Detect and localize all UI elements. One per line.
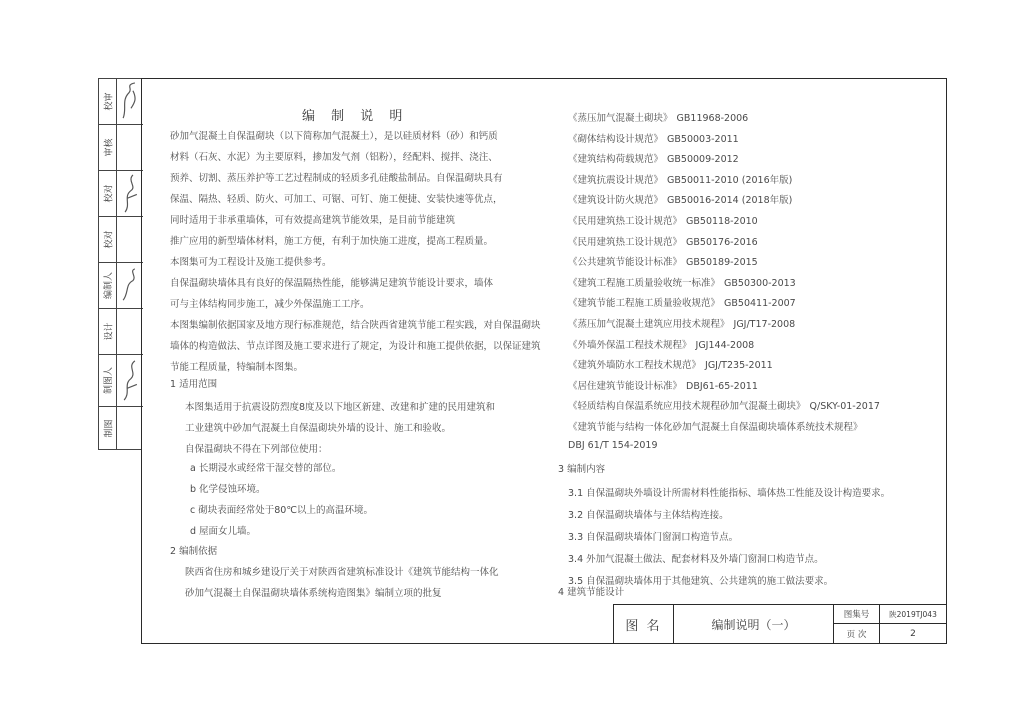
reference-code: GB50300-2013 [724,277,796,289]
reference-name: 《蒸压加气混凝土建筑应用技术规程》 [568,319,730,330]
reference-item [568,419,867,433]
section-1-list [190,458,373,542]
reference-name: 《砌体结构设计规范》 [568,133,664,145]
reference-item [568,110,748,124]
sidebar-label: 制图人 [104,366,115,395]
drawing-name-label: 图 名 [614,605,674,643]
reference-item [568,254,758,268]
list-item: 3.3 自保温砌块墙体门窗洞口构造节点。 [568,532,739,543]
reference-code: GB50009-2012 [667,154,739,166]
reference-item [568,192,792,206]
reference-name: 《建筑节能工程施工质量验收规范》 [568,298,721,310]
reference-name: 《蒸压加气混凝土砌块》 [568,113,673,124]
reference-name: 《建筑外墙防水工程技术规范》 [568,360,702,372]
section-3-title: 3 编制内容 [558,464,606,475]
list-item: 3.1 自保温砌块外墙设计所需材料性能指标、墙体热工性能及设计构造要求。 [568,488,891,499]
page-number-label: 页 次 [834,624,880,643]
signature-image [117,171,143,216]
list-item: a 长期浸水或经常干湿交替的部位。 [190,463,342,474]
reference-name: 《建筑抗震设计规范》 [568,174,664,186]
reference-item [568,316,795,330]
reference-code: JGJ144-2008 [695,339,755,351]
reference-item [568,172,792,186]
sidebar-label: 设计 [104,322,115,341]
signature-image [117,263,143,308]
sidebar-row [99,125,143,171]
reference-code: GB50003-2011 [667,133,739,145]
reference-name: 《居住建筑节能设计标准》 [568,380,683,392]
ref-tail: DBJ 61/T 154-2019 [568,440,658,451]
reference-name: 《建筑结构荷载规范》 [568,154,664,166]
signature-image [117,79,143,124]
approval-sidebar [98,78,142,450]
list-item: 3.4 外加气混凝土做法、配套材料及外墙门窗洞口构造节点。 [568,554,824,565]
sidebar-row [99,407,143,449]
reference-item [568,398,880,412]
reference-item [568,234,758,248]
sidebar-row [99,309,143,355]
section-4-title: 4 建筑节能设计 [558,587,625,598]
reference-name: 《公共建筑节能设计标准》 [568,257,683,269]
sidebar-row [99,79,143,125]
reference-code: Q/SKY-01-2017 [809,401,880,413]
reference-code: GB50016-2014 (2018年版) [667,195,793,207]
reference-name: 《轻质结构自保温系统应用技术规程砂加气混凝土砌块》 [568,401,806,413]
reference-code: GB50118-2010 [686,216,758,227]
list-item: d 屋面女儿墙。 [190,526,257,537]
list-item: 3.2 自保温砌块墙体与主体结构连接。 [568,510,729,521]
sidebar-label: 校审 [104,92,115,111]
list-item: 3.5 自保温砌块墙体用于其他建筑、公共建筑的施工做法要求。 [568,576,834,587]
sidebar-label: 校对 [104,184,115,203]
sidebar-row [99,263,143,309]
drawing-name-value: 编制说明（一） [674,605,834,643]
reference-name: 《建筑工程施工质量验收统一标准》 [568,277,721,289]
reference-item [568,131,739,145]
reference-code: GB50189-2015 [686,257,758,269]
paragraph-3: 本图集编制依据国家及地方现行标准规范，结合陕西省建筑节能工程实践，对自保温砌块 墙体的构造做法、节点详图及施工要求进行了规定，为设计和施工提供依据，以保证建筑 节能工程质量，特编制本图集。 [170,320,541,373]
sidebar-row [99,171,143,217]
reference-code: GB50011-2010 (2016年版) [667,174,793,186]
sidebar-row [99,217,143,263]
section-1-title: 1 适用范围 [170,379,218,390]
reference-code: GB11968-2006 [676,113,749,124]
reference-name: 《民用建筑热工设计规范》 [568,236,683,248]
reference-code: JGJ/T17-2008 [733,319,796,330]
list-item: c 砌块表面经常处于80℃以上的高温环境。 [190,505,374,516]
sidebar-label: 制图 [104,418,115,438]
paragraph-2: 自保温砌块墙体具有良好的保温隔热性能，能够满足建筑节能设计要求，墙体 可与主体结构同步施工，减少外保温施工工序。 [170,278,494,310]
reference-code: JGJ/T235-2011 [705,360,773,372]
section-3-list [568,483,890,593]
reference-item [568,275,796,289]
reference-item [568,295,796,309]
reference-item [568,213,758,227]
reference-name: 《民用建筑热工设计规范》 [568,216,683,227]
list-item: b 化学侵蚀环境。 [190,484,266,495]
section-2-title: 2 编制依据 [170,546,218,557]
page-number-value: 2 [910,628,916,639]
reference-name: 《外墙外保温工程技术规程》 [568,339,692,351]
reference-name: 《建筑设计防火规范》 [568,195,664,207]
atlas-number-label: 图集号 [834,605,880,624]
reference-code: GB50176-2016 [686,236,758,248]
section-2-body: 陕西省住房和城乡建设厅关于对陕西省建筑标准设计《建筑节能结构一体化 砂加气混凝土自保温砌块墙体系统构造图集》编制立项的批复 [185,567,499,599]
sidebar-label: 审核 [104,138,115,157]
section-1-body: 本图集适用于抗震设防烈度8度及以下地区新建、改建和扩建的民用建筑和 工业建筑中砂加气混凝土自保温砌块外墙的设计、施工和验收。 自保温砌块不得在下列部位使用： [185,402,496,455]
atlas-number-value: 陕2019TJ043 [880,605,946,624]
reference-name: 《建筑节能与结构一体化砂加气混凝土自保温砌块墙体系统技术规程》 [568,422,863,433]
page-title: 编 制 说 明 [302,109,409,124]
signature-image [117,355,143,406]
reference-code: GB50411-2007 [724,298,796,310]
reference-item [568,357,773,371]
reference-item [568,337,754,351]
sidebar-label: 校对 [104,230,115,249]
reference-code: DBJ61-65-2011 [686,380,758,392]
sidebar-row [99,355,143,407]
title-block [613,604,947,644]
reference-item [568,151,739,165]
intro-paragraph: 砂加气混凝土自保温砌块（以下简称加气混凝土），是以硅质材料（砂）和钙质 材料（石灰、水泥）为主要原料，掺加发气剂（铝粉），经配料、搅拌、浇注、 预养、切割、蒸压养护等工艺过程制成的轻质多孔硅酸盐制品。自保温砌块具有 保温、隔热、轻质、防火、可加工、可锯、可钉、施工便捷、安装快速等优点， 同时适用于非承重墙体，可有效提高建筑节能效果，是目前节能建筑 推广应用的新型墙体材料，施工方便，有利于加快施工进度，提高工程质量。 本图集可为工程设计及施工提供参考。 [170,131,503,268]
reference-item [568,378,758,392]
sidebar-label: 编制人 [104,271,115,300]
